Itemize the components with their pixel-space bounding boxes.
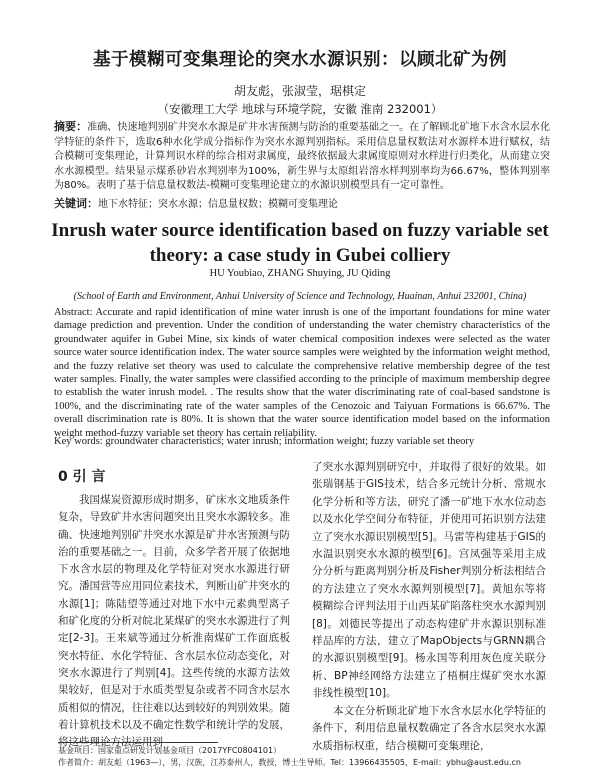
- body-column-right: [312, 459, 546, 755]
- footnote-divider: [58, 742, 218, 743]
- abstract-english-label: Abstract:: [54, 307, 93, 318]
- abstract-chinese-label: 摘要：: [54, 120, 88, 133]
- affiliation-english: (School of Earth and Environment, Anhui University of Science and Technology, Huainan, Anhui 232001, China): [73, 291, 527, 302]
- authors-english: HU Youbiao, ZHANG Shuying, JU Qiding: [209, 268, 391, 279]
- keywords-chinese-label: 关键词：: [54, 197, 98, 210]
- authors-chinese: 胡友彪，张淑莹，琚棋定: [233, 84, 366, 98]
- body-paragraph: 我国煤炭资源形成时期多，矿床水文地质条件复杂，导致矿井水害问题突出且突水水源较多。准确、快速地判别矿井突水水源是矿井水害预测与防治的重要基础之一。目前，众多学者开展了依据地下水含水层的物理及化学特征对突水水源进行研究。潘国营等应用同位素技术，判断山矿井突水的水源[1]；陈陆望等通过对地下水中元素典型离子和矿化度的分析对皖北某煤矿的突水水源进行了判定[2-3]。王来斌等通过分析淮南煤矿工作面底板突水特征、水化学特征、含水层水位动态变化，对突水水源进行了判别[4]。这些传统的水源方法效果较好，但是对于水质类型复杂或者不同含水层水质相似的情况，往往难以达到较好的判别效果。随着计算机技术以及不确定性数学和统计学的发展，将这些理论方法运用到: [58, 494, 290, 749]
- title-chinese: 基于模糊可变集理论的突水水源识别：以顾北矿为例: [93, 50, 507, 70]
- footnotes: [58, 745, 558, 768]
- abstract-english-text: Accurate and rapid identification of mine water inrush is one of the important foundations for mine water damage prediction and prevention. Under the condition of understanding the water chemistry characteristics of the groundwater aquifer in Gubei Mine, six kinds of water chemical composition indexes were selected as the water source water source identification index. The water source samples were weighted by the information weight method, and the fuzzy relative set theory was used to calculate the comprehensive relative membership degree of the test water samples. Finally, the water samples were classified according to the principle of maximum membership degree to establish the water inrush model. . The results show that the water discriminating rate of coal-based sandstone is 100%, and the discriminating rate of the water samples of the Cenozoic and Taiyuan Formations is 66.67%. The overall discrimination rate is 80%. It is shown that the water source identification model based on the information weight method-fuzzy variable set theory has certain reliability.: [54, 307, 550, 439]
- abstract-chinese-text: 准确、快速地判别矿井突水水源是矿井水害预测与防治的重要基础之一。在了解顾北矿地下水含水层水化学特征的条件下，选取6种水化学成分指标作为突水水源判别指标。采用信息量权数法对水源样本进行赋权，结合模糊可变集理论，计算判识水样的综合相对隶属度，最终依据最大隶属度原则对水样进行归类化，从而建立突水水源模型。结果显示煤系砂岩水判别率为100%，新生界与太原组岩溶水样判别率均为66.67%，整体判别率为80%。表明了基于信息量权数法-模糊可变集理论建立的水源识别模型具有一定可靠性。: [54, 122, 550, 191]
- body-paragraph: 了突水水源判别研究中，并取得了很好的效果。如张瑞钢基于GIS技术，结合多元统计分析、常规水化学分析和等方法，研究了潘一矿地下水水位动态以及水化学空间分布特征，并使用可拓识别方法建立了突水水源识别模型[5]。马雷等构建基于GIS的水温识别突水水源的模型[6]。宫凤强等采用主成分分析与距离判别分析及Fisher判别分析法相结合的方法建立了突水水源判别模型[7]。黄旭东等将模糊综合评判法用于山西某矿陷落柱突水水源判别[8]。刘德民等提出了动态构建矿井水源识别标准样品库的方法，建立了MapObjects与GRNN耦合的水源识别模型[9]。杨永国等利用灰色度关联分析、BP神经网络方法建立了梧桐庄煤矿突水水源非线性模型[10]。: [312, 461, 546, 700]
- keywords-english-label: Key words:: [54, 436, 103, 447]
- section-heading-introduction: 0 引 言: [58, 469, 106, 485]
- footnote-author-bio: 作者简介：胡友彪（1963—），男，汉族，江苏泰州人，教授，博士生导师。Tel：13966435505，E-mail：ybhu@aust.edu.cn: [58, 757, 521, 767]
- keywords-chinese-text: 地下水特征；突水水源；信息量权数；模糊可变集理论: [98, 199, 338, 210]
- keywords-english-text: groundwater characteristics; water inrush; information weight; fuzzy variable set theory: [105, 436, 475, 447]
- body-paragraph: 本文在分析顾北矿地下水含水层水化学特征的条件下，利用信息量权数确定了各含水层突水水源水质指标权重，结合模糊可变集理论，: [312, 704, 546, 752]
- body-column-left: [58, 492, 290, 751]
- keywords-english: [54, 435, 550, 448]
- footnote-funding: 基金项目：国家重点研发计划基金项目（2017YFC0804101）: [58, 746, 282, 755]
- abstract-chinese: [54, 120, 550, 194]
- affiliation-chinese: （安徽理工大学 地球与环境学院，安徽 淮南 232001）: [157, 102, 443, 116]
- keywords-chinese: [54, 197, 550, 212]
- abstract-english: [54, 306, 550, 440]
- title-english: Inrush water source identification based on fuzzy variable set theory: a case study in Gubei colliery: [51, 220, 549, 266]
